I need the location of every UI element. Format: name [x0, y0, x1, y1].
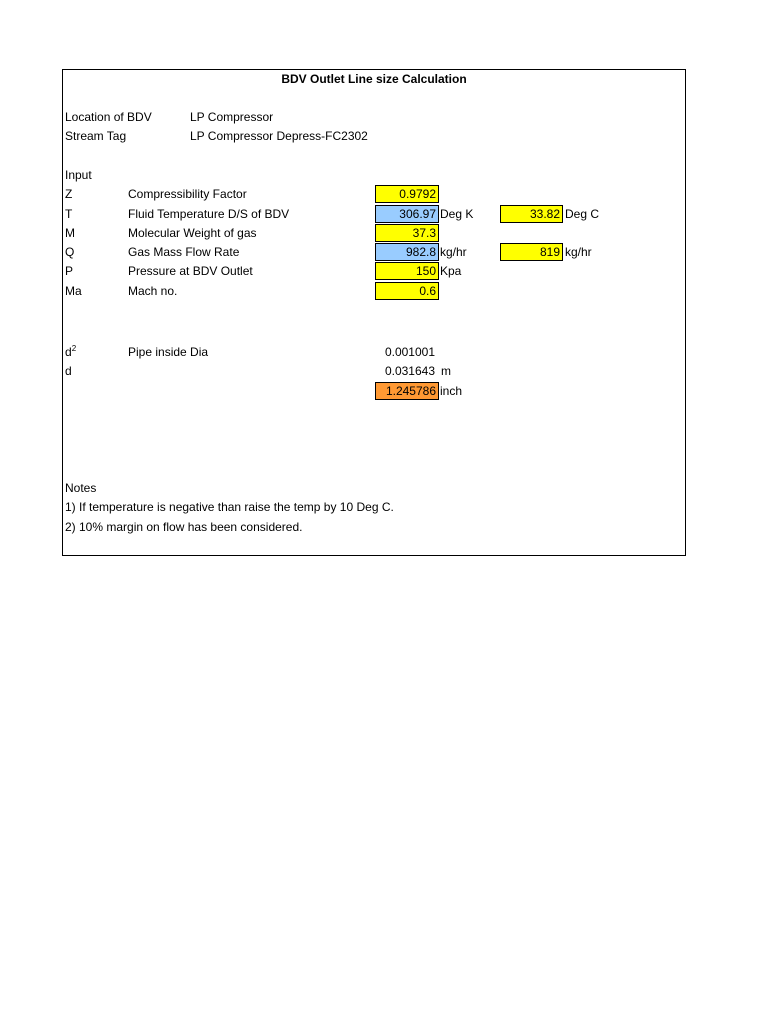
- input-symbol: M: [65, 226, 75, 240]
- converted-value-cell[interactable]: 819: [500, 243, 563, 261]
- input-symbol: Q: [65, 245, 75, 259]
- d-unit: m: [441, 364, 451, 378]
- d-squared-description: Pipe inside Dia: [128, 345, 209, 359]
- input-description: Compressibility Factor: [128, 187, 247, 201]
- input-value-cell[interactable]: 306.97: [375, 205, 439, 223]
- converted-unit: Deg C: [565, 207, 600, 221]
- d-squared-base: d: [65, 345, 72, 359]
- input-description: Fluid Temperature D/S of BDV: [128, 207, 290, 221]
- d-squared-exponent: 2: [71, 344, 77, 353]
- input-symbol: T: [65, 207, 73, 221]
- notes-heading: Notes: [65, 481, 97, 495]
- input-unit: Deg K: [440, 207, 474, 221]
- input-symbol: Z: [65, 187, 73, 201]
- input-value-cell[interactable]: 0.9792: [375, 185, 439, 203]
- converted-value-cell[interactable]: 33.82: [500, 205, 563, 223]
- stream-tag-value: LP Compressor Depress-FC2302: [190, 129, 368, 143]
- input-value-cell[interactable]: 0.6: [375, 282, 439, 300]
- note-line: 1) If temperature is negative than raise the temp by 10 Deg C.: [65, 500, 394, 514]
- location-label: Location of BDV: [65, 110, 152, 124]
- input-value-cell[interactable]: 150: [375, 262, 439, 280]
- calculation-sheet: [62, 69, 686, 556]
- d-squared-value: 0.001001: [384, 345, 435, 359]
- inch-unit: inch: [440, 384, 463, 398]
- input-description: Mach no.: [128, 284, 178, 298]
- input-symbol: Ma: [65, 284, 82, 298]
- stream-tag-label: Stream Tag: [65, 129, 127, 143]
- input-unit: kg/hr: [440, 245, 467, 259]
- input-unit: Kpa: [440, 264, 462, 278]
- input-symbol: P: [65, 264, 74, 278]
- d-squared-symbol: [65, 344, 76, 360]
- converted-unit: kg/hr: [565, 245, 592, 259]
- input-heading: Input: [65, 168, 92, 182]
- d-symbol: d: [65, 364, 72, 378]
- location-value: LP Compressor: [190, 110, 274, 124]
- input-description: Gas Mass Flow Rate: [128, 245, 240, 259]
- sheet-title: BDV Outlet Line size Calculation: [281, 72, 467, 86]
- d-value: 0.031643: [384, 364, 435, 378]
- input-value-cell[interactable]: 982.8: [375, 243, 439, 261]
- note-line: 2) 10% margin on flow has been considered.: [65, 520, 303, 534]
- input-value-cell[interactable]: 37.3: [375, 224, 439, 242]
- input-description: Molecular Weight of gas: [128, 226, 257, 240]
- pipe-dia-inch-cell[interactable]: 1.245786: [375, 382, 439, 400]
- input-description: Pressure at BDV Outlet: [128, 264, 253, 278]
